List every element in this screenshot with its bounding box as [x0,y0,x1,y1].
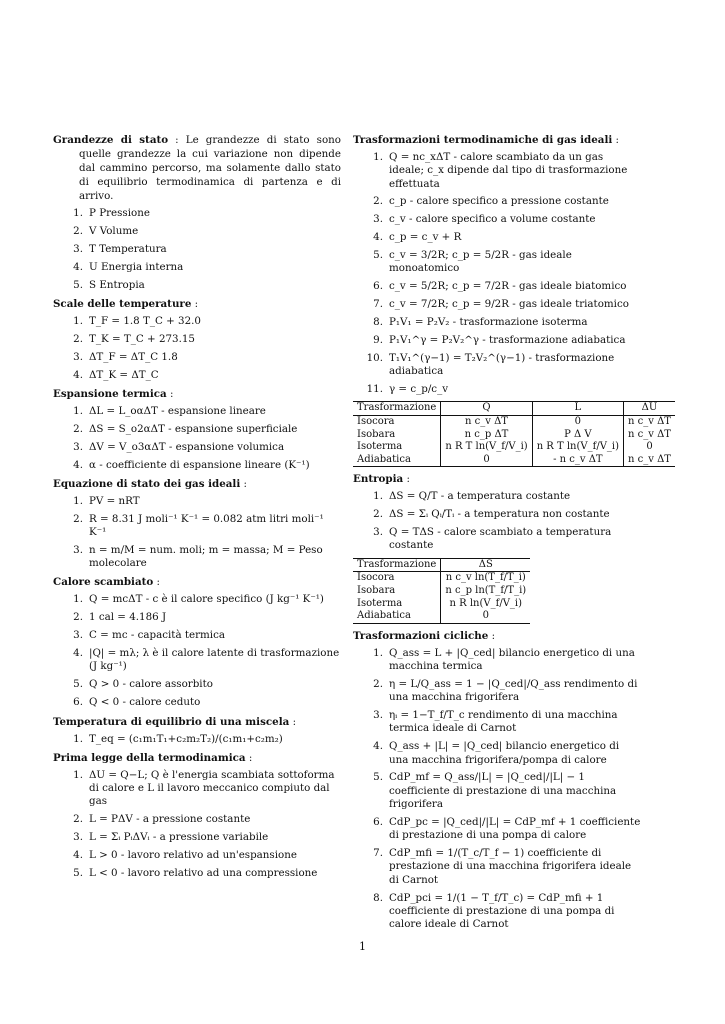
table-header-cell: ΔU [624,402,675,416]
list-item [353,213,641,226]
list-item [53,849,341,862]
section-trasformazioni: Trasformazioni termodinamiche di gas ideali : 1. Q = nc_xΔT - calore scambiato da un gas ideale; c_x dipende dal tipo di trasformazione effettuata 2. c_p - calore specifico a pressione costante 3. c_v - calore specifico a volume costante 4. c_p = c_v + R 5. c_v = 3/2R; c_p = 5/2R - gas ideale monoatomico 6. c_v = 5/2R; c_p = 7/2R - gas ideale biatomico 7. c_v = 7/2R; c_p = 9/2R - gas ideale triatomico 8. P₁V₁ = P₂V₂ - trasformazione isoterma 9. P₁V₁^γ = P₂V₂^γ - trasformazione adiabatica 10. T₁V₁^(γ−1) = T₂V₂^(γ−1) - trasformazione adiabatica 11. γ = c_p/c_v Trasformazione Q L ΔU Isocora n c_v ΔT 0 n c_v ΔT Isobara n c_p ΔT P Δ V n c_v ΔT Isoterma n R T ln(V_f/V_i) n R T ln(V_f/V_i) 0 Adiabatica 0 - n c_v ΔT n c_v ΔT [353,133,641,467]
table-cell: Adiabatica [353,454,441,467]
list-item [353,508,641,521]
list-item-number: 2. [73,422,83,435]
list-item-text: c_p - calore specifico a pressione costante [389,195,609,208]
list-item-number: 1. [73,494,83,507]
list-item-text: ΔT_K = ΔT_C [89,368,159,381]
list-item-text: ΔV = V_o3αΔT - espansione volumica [89,440,285,453]
table-header-cell: Trasformazione [353,402,441,416]
list-item-text: α - coefficiente di espansione lineare (K⁻¹) [89,458,310,471]
list-item-number: 1. [73,404,83,417]
table-cell: P Δ V [532,429,623,442]
list-item-text: c_v = 7/2R; c_p = 9/2R - gas ideale triatomico [389,298,629,311]
list-item-text: Q = nc_xΔT - calore scambiato da un gas ideale; c_x dipende dal tipo di trasformazione effettuata [389,151,628,190]
section-title: Equazione di stato dei gas ideali [53,477,241,490]
list-item [53,369,341,382]
table-cell: 0 [441,454,532,467]
list-item-number: 4. [73,647,83,660]
list-item-text: T_eq = (c₁m₁T₁+c₂m₂T₂)/(c₁m₁+c₂m₂) [89,732,283,745]
list-item-text: ΔS = S_o2αΔT - espansione superficiale [89,422,298,435]
list-item-number: 1. [73,768,83,781]
section-scale-temperature: Scale delle temperature : 1. T_F = 1.8 T_C + 32.0 2. T_K = T_C + 273.15 3. ΔT_F = ΔT_C 1.8 4. ΔT_K = ΔT_C [53,297,341,382]
list-cicliche [353,647,641,932]
list-item-text: Q_ass = L + |Q_ced| bilancio energetico di una macchina termica [389,646,635,672]
table-row [353,610,530,623]
list-item-text: V Volume [89,224,139,237]
list-item-number: 4. [73,458,83,471]
list-item-text: n = m/M = num. moli; m = massa; M = Peso molecolare [89,543,323,570]
table-cell: 0 [624,441,675,454]
list-item-number: 3. [373,213,383,226]
list-item-number: 3. [73,350,83,363]
section-cicliche: Trasformazioni cicliche : 1. Q_ass = L + |Q_ced| bilancio energetico di una macchina termica 2. η = L/Q_ass = 1 − |Q_ced|/Q_ass rendimento di una macchina frigorifera 3. ηᵢ = 1−T_f/T_c rendimento di una macchina termica ideale di Carnot 4. Q_ass + |L| = |Q_ced| bilancio energetico di una macchina frigorifera/pompa di calore 5. CdP_mf = Q_ass/|L| = |Q_ced|/|L| − 1 coefficiente di prestazione di una macchina frigorifera 6. CdP_pc = |Q_ced|/|L| = CdP_mf + 1 coefficiente di prestazione di una pompa di calore 7. CdP_mfi = 1/(T_c/T_f − 1) coefficiente di prestazione di una macchina frigorifera ideale di Carnot 8. CdP_pci = 1/(1 − T_f/T_c) = CdP_mfi + 1 coefficiente di prestazione di una pompa di calore ideale di Carnot [353,629,641,931]
table-entropia [353,558,530,624]
section-gas-ideali: Equazione di stato dei gas ideali : 1. PV = nRT 2. R = 8.31 J moli⁻¹ K⁻¹ = 0.082 atm litri moli⁻¹ K⁻¹ 3. n = m/M = num. moli; m = massa; M = Peso molecolare [53,477,341,571]
section-title: Grandezze di stato [53,134,169,146]
list-item-number: 8. [373,316,383,329]
list-item-text: ΔT_F = ΔT_C 1.8 [89,350,178,363]
list-prima [53,769,341,880]
list-item-number: 3. [373,709,383,722]
list-item-text: Q = TΔS - calore scambiato a temperatura costante [389,526,612,552]
list-item-text: P₁V₁ = P₂V₂ - trasformazione isoterma [389,316,588,329]
section-espansione-termica: Espansione termica : 1. ΔL = L_oαΔT - espansione lineare 2. ΔS = S_o2αΔT - espansione superficiale 3. ΔV = V_o3αΔT - espansione volumica 4. α - coefficiente di espansione lineare (K⁻¹) [53,387,341,472]
list-item-text: Q = mcΔT - c è il calore specifico (J kg⁻¹ K⁻¹) [89,593,324,606]
list-item [53,647,341,674]
list-item [353,709,641,736]
list-miscela [53,733,341,746]
list-item-text: PV = nRT [89,494,140,507]
list-item [353,490,641,503]
table-cell: n R T ln(V_f/V_i) [532,441,623,454]
list-item-number: 6. [373,815,383,828]
table-cell: n c_v ΔT [441,415,532,428]
list-item [53,733,341,746]
list-item-text: L > 0 - lavoro relativo ad un'espansione [89,849,297,862]
list-item-text: L = PΔV - a pressione costante [89,813,251,826]
list-item-number: 2. [373,508,383,521]
list-item-number: 6. [73,696,83,709]
list-item-number: 2. [73,813,83,826]
table-row [353,454,675,467]
list-item-number: 4. [73,260,83,273]
table-row [353,415,675,428]
list-item-text: S Entropia [89,278,145,291]
list-item-number: 7. [373,847,383,860]
table-row [353,441,675,454]
list-item-number: 2. [73,611,83,624]
list-gas [53,495,341,571]
list-item-text: ΔL = L_oαΔT - espansione lineare [89,404,266,417]
table-row [353,572,530,585]
list-item [353,334,641,347]
section-text: Le grandezze di stato sono quelle grandezze la cui variazione non dipende dal cammino percorso, ma solamente dallo stato di equilibrio termodinamica di partenza e di arrivo. [79,134,341,202]
list-item-text: Q < 0 - calore ceduto [89,696,201,709]
list-item [353,316,641,329]
table-cell: Adiabatica [353,610,441,623]
list-item [53,423,341,436]
list-item-number: 9. [373,334,383,347]
table-cell: n R T ln(V_f/V_i) [441,441,532,454]
list-item-number: 1. [373,646,383,659]
list-item-text: Q_ass + |L| = |Q_ced| bilancio energetico di una macchina frigorifera/pompa di calore [389,740,620,766]
list-item [353,678,641,705]
table-row [353,429,675,442]
table-cell: n c_p ΔT [441,429,532,442]
list-item-text: CdP_mfi = 1/(T_c/T_f − 1) coefficiente di prestazione di una macchina frigorifera ideale di Carnot [389,847,632,886]
list-item [353,195,641,208]
section-grandezze-stato: Grandezze di stato : Le grandezze di stato sono quelle grandezze la cui variazione non dipende dal cammino percorso, ma solamente dallo stato di equilibrio termodinamica di partenza e di arrivo. 1. P Pressione 2. V Volume 3. T Temperatura 4. U Energia interna 5. S Entropia [53,134,341,291]
list-item-text: CdP_pc = |Q_ced|/|L| = CdP_mf + 1 coefficiente di prestazione di una pompa di calore [389,815,641,842]
list-item-number: 5. [73,866,83,879]
list-item [53,544,341,571]
list-item [53,495,341,508]
left-column [53,133,341,885]
table-cell: n c_p ln(T_f/T_i) [441,585,530,598]
list-item-text: T_F = 1.8 T_C + 32.0 [89,314,201,327]
list-item-number: 2. [373,677,383,690]
table-cell: n c_v ln(T_f/T_i) [441,572,530,585]
list-item-number: 4. [373,740,383,753]
list-item-number: 1. [73,314,83,327]
list-item [353,298,641,311]
list-item [53,813,341,826]
list-item-text: U Energia interna [89,260,184,273]
list-item-text: P Pressione [89,207,150,219]
list-item-number: 8. [373,891,383,904]
table-cell: n c_v ΔT [624,454,675,467]
list-item-number: 1. [73,207,83,219]
section-calore-scambiato: Calore scambiato : 1. Q = mcΔT - c è il calore specifico (J kg⁻¹ K⁻¹) 2. 1 cal = 4.186 J 3. C = mc - capacità termica 4. |Q| = mλ; λ è il calore latente di trasformazione (J kg⁻¹) 5. Q > 0 - calore assorbito 6. Q < 0 - calore ceduto [53,576,340,709]
section-title: Entropia [353,473,404,486]
table-cell: - n c_v ΔT [532,454,623,467]
table-cell: Isoterma [357,597,403,609]
list-espansione [53,405,341,472]
list-item [53,405,341,418]
section-title: Temperatura di equilibrio di una miscela [53,715,290,728]
list-calore [53,593,341,709]
table-cell: n c_v ΔT [624,415,675,428]
list-item-number: 5. [73,278,83,291]
list-item-number: 3. [73,242,83,255]
table-cell: 0 [441,610,530,623]
list-item-text: ΔU = Q−L; Q è l'energia scambiata sottoforma di calore e L il lavoro meccanico compiuto dal gas [89,768,335,808]
list-item [353,647,641,674]
list-item-text: P₁V₁^γ = P₂V₂^γ - trasformazione adiabatica [389,334,626,347]
table-cell: Isoterma [357,441,403,453]
list-item-number: 3. [73,440,83,453]
list-item [53,696,341,709]
list-item [353,383,641,396]
list-item-text: L = Σᵢ PᵢΔVᵢ - a pressione variabile [89,831,269,844]
list-item [53,351,341,364]
list-item-number: 2. [373,195,383,208]
list-item [53,315,341,328]
list-item-text: L < 0 - lavoro relativo ad una compressione [89,866,318,879]
table-cell: Isocora [357,415,395,427]
section-title: Trasformazioni cicliche [353,629,489,642]
list-item [53,593,341,606]
table-header-cell: ΔS [441,558,530,572]
list-item [353,771,641,811]
section-miscela: Temperatura di equilibrio di una miscela : 1. T_eq = (c₁m₁T₁+c₂m₂T₂)/(c₁m₁+c₂m₂) [53,715,341,746]
section-title: Scale delle temperature [53,297,192,310]
list-item [53,678,341,691]
table-header-cell: L [532,402,623,416]
list-item-number: 1. [373,490,383,503]
table-row [353,585,530,598]
list-item-number: 2. [73,512,83,525]
list-item [353,892,641,932]
list-item [53,629,341,642]
list-item-text: 1 cal = 4.186 J [89,611,167,624]
list-item-number: 2. [73,332,83,345]
list-item [353,816,641,843]
list-item [353,249,641,276]
table-header-cell: Q [441,402,532,416]
list-item [53,831,341,844]
list-item [353,280,641,293]
list-item-text: C = mc - capacità termica [89,629,225,642]
list-item [353,352,641,379]
list-entropia [353,490,641,552]
table-cell: 0 [532,415,623,428]
list-item-number: 10. [366,351,383,364]
list-item-number: 1. [373,151,383,163]
table-header-row [353,558,530,572]
list-item [353,151,641,191]
list-item [53,611,341,624]
list-item-number: 11. [366,383,383,396]
list-stato [53,207,341,292]
section-title: Prima legge della termodinamica [53,751,246,764]
list-item-text: ΔS = Q/T - a temperatura costante [389,490,571,503]
list-item [53,225,341,238]
section-title: Trasformazioni termodinamiche di gas ideali [353,134,613,146]
list-item-text: ηᵢ = 1−T_f/T_c rendimento di una macchina termica ideale di Carnot [389,709,618,735]
list-scale [53,315,341,382]
page-number: 1 [359,940,366,953]
list-item-number: 3. [73,831,83,844]
list-item-text: CdP_mf = Q_ass/|L| = |Q_ced|/|L| − 1 coefficiente di prestazione di una macchina frigorifera [389,771,617,811]
list-item-text: γ = c_p/c_v [389,383,449,396]
list-item-text: c_v - calore specifico a volume costante [389,213,596,226]
list-item [353,231,641,244]
list-item-text: T_K = T_C + 273.15 [89,332,195,345]
list-item [353,740,641,767]
list-item [53,513,341,540]
list-item-number: 3. [73,543,83,556]
section-title: Espansione termica [53,387,167,400]
list-item [53,243,341,256]
list-item-text: c_p = c_v + R [389,231,462,244]
list-item-number: 4. [73,368,83,381]
list-item-number: 4. [373,231,383,244]
list-item-number: 4. [73,849,83,862]
list-item-number: 5. [373,771,383,784]
list-item [53,261,341,274]
list-item-number: 3. [373,526,383,539]
list-item-text: CdP_pci = 1/(1 − T_f/T_c) = CdP_mfi + 1 coefficiente di prestazione di una pompa di calore ideale di Carnot [389,891,615,931]
list-item [53,333,341,346]
table-cell: Isocora [357,572,395,584]
table-row [353,598,530,611]
list-item [353,847,641,887]
list-item [53,769,341,809]
section-prima-legge: Prima legge della termodinamica : 1. ΔU = Q−L; Q è l'energia scambiata sottoforma di calore e L il lavoro meccanico compiuto dal gas 2. L = PΔV - a pressione costante 3. L = Σᵢ PᵢΔVᵢ - a pressione variabile 4. L > 0 - lavoro relativo ad un'espansione 5. L < 0 - lavoro relativo ad una compressione [53,751,341,880]
section-entropia: Entropia : 1. ΔS = Q/T - a temperatura costante 2. ΔS = Σᵢ Qᵢ/Tᵢ - a temperatura non costante 3. Q = TΔS - calore scambiato a temperatura costante Trasformazione ΔS Isocora n c_v ln(T_f/T_i) Isobara n c_p ln(T_f/T_i) Isoterma n R ln(V_f/V_i) Adiabatica 0 [353,472,641,623]
list-item [353,526,641,553]
list-item [53,459,341,472]
list-item-text: c_v = 5/2R; c_p = 7/2R - gas ideale biatomico [389,280,627,293]
table-trasformazioni [353,401,675,467]
list-item [53,207,341,220]
list-item-number: 1. [73,593,83,606]
table-cell: Isobara [357,584,396,596]
list-item-text: T₁V₁^(γ−1) = T₂V₂^(γ−1) - trasformazione adiabatica [389,351,615,378]
table-header-cell: Trasformazione [353,558,441,572]
table-header-row [353,402,675,416]
list-item-text: T Temperatura [89,242,167,255]
table-cell: Isobara [357,428,396,440]
list-item [53,441,341,454]
list-item-text: Q > 0 - calore assorbito [89,678,213,691]
list-item-number: 1. [73,732,83,745]
list-item-text: η = L/Q_ass = 1 − |Q_ced|/Q_ass rendimento di una macchina frigorifera [389,677,638,704]
list-trasformazioni [353,151,641,396]
list-item-number: 3. [73,629,83,642]
right-column [353,133,671,937]
list-item [53,279,341,292]
table-cell: n c_v ΔT [624,429,675,442]
table-cell: n R ln(V_f/V_i) [441,598,530,611]
list-item-number: 5. [373,249,383,262]
list-item-number: 7. [373,298,383,311]
list-item-number: 5. [73,678,83,691]
list-item-number: 2. [73,224,83,237]
section-title: Calore scambiato [53,576,154,589]
list-item-text: c_v = 3/2R; c_p = 5/2R - gas ideale monoatomico [389,249,572,275]
list-item-number: 6. [373,280,383,293]
list-item-text: |Q| = mλ; λ è il calore latente di trasformazione (J kg⁻¹) [89,647,340,673]
list-item-text: ΔS = Σᵢ Qᵢ/Tᵢ - a temperatura non costante [389,508,610,521]
list-item-text: R = 8.31 J moli⁻¹ K⁻¹ = 0.082 atm litri moli⁻¹ K⁻¹ [89,512,324,538]
list-item [53,867,341,880]
